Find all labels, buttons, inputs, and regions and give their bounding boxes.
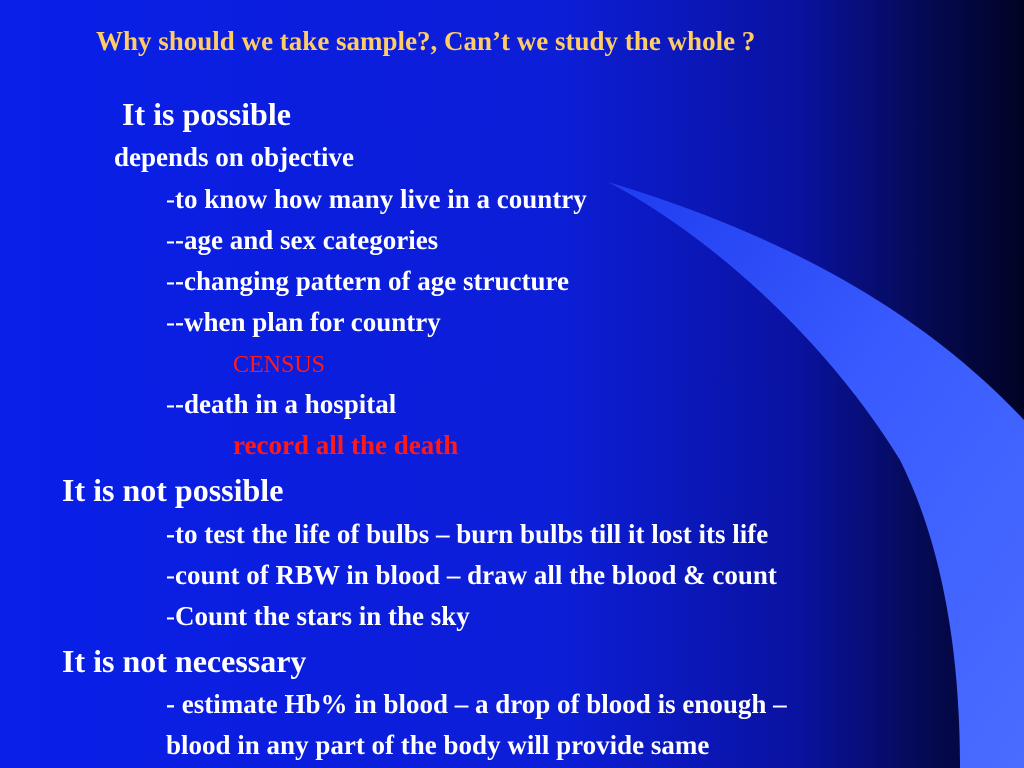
bullet-age-sex (166, 227, 438, 254)
bullet-text: to know how many live in a country (175, 184, 587, 214)
bullet-hb-line-1: - estimate Hb% in blood – a drop of blood is enough – (166, 689, 787, 719)
heading-it-is-not-necessary: It is not necessary (62, 643, 307, 679)
bullet-rbw (166, 562, 777, 589)
census-label: CENSUS (233, 352, 326, 378)
bullet-dash: - (166, 266, 175, 296)
slide-title: Why should we take sample?, Can’t we study the whole ? (96, 26, 756, 56)
subheading-depends-on-objective: depends on objective (114, 142, 355, 172)
bullet-stars (166, 603, 470, 630)
heading-it-is-not-possible: It is not possible (62, 472, 284, 508)
bullet-text: -death in a hospital (175, 389, 397, 419)
record-all-death-label: record all the death (233, 430, 459, 460)
bullet-text: -changing pattern of age structure (175, 266, 569, 296)
bullet-text: count of RBW in blood – draw all the blood & count (175, 560, 777, 590)
bullet-text: -age and sex categories (175, 225, 439, 255)
bullet-death-hospital (166, 391, 396, 418)
bullet-dash: - (166, 307, 175, 337)
bullet-plan-for-country (166, 309, 441, 336)
bullet-age-structure (166, 268, 569, 295)
bullet-text: Count the stars in the sky (175, 601, 470, 631)
bullet-dash: - (166, 225, 175, 255)
bullet-dash: - (166, 184, 175, 214)
bullet-hb-line-2: blood in any part of the body will provide same (166, 730, 710, 760)
heading-it-is-possible: It is possible (122, 96, 291, 132)
bullet-text: -to test the life of bulbs – burn bulbs till it lost its life (166, 519, 769, 549)
bullet-dash: - (166, 601, 175, 631)
bullet-bulbs (166, 521, 768, 548)
bullet-dash: - (166, 560, 175, 590)
bullet-live-in-country (166, 186, 587, 213)
bullet-text: -when plan for country (175, 307, 441, 337)
bullet-dash: - (166, 389, 175, 419)
